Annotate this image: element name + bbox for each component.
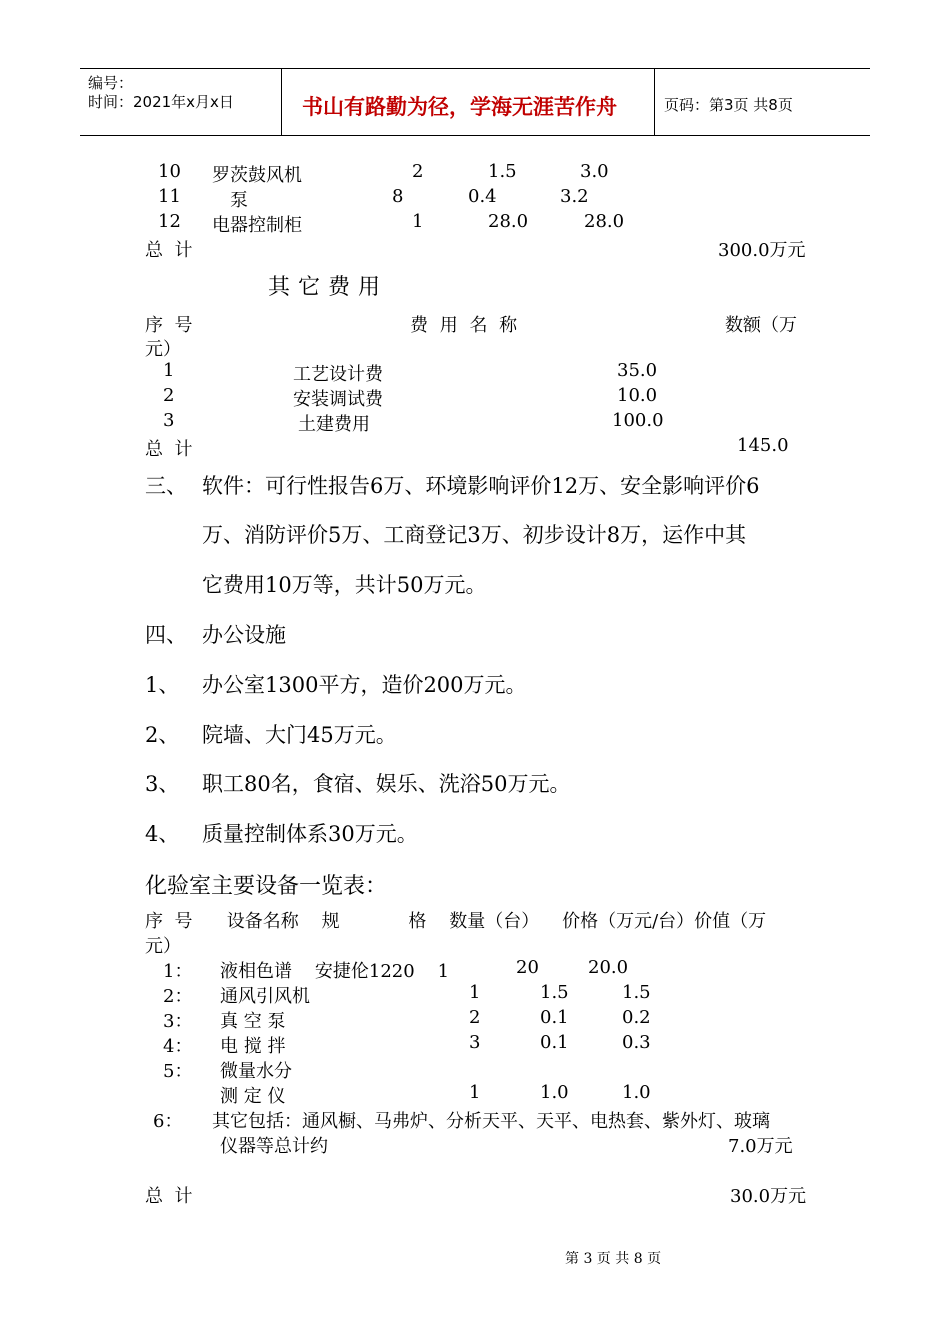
other-fees-col-amount: 数额（万 [725, 315, 797, 336]
header-top-border [80, 68, 870, 69]
lab-row-name-cont: 测 定 仪 [220, 1086, 286, 1107]
lab-row-name: 电 搅 拌 [220, 1036, 286, 1057]
section-3-line-1: 软件：可行性报告6万、环境影响评价12万、安全影响评价6 [202, 474, 760, 498]
lab-row-value: 1.5 [622, 982, 651, 1003]
lab-row-no: 4： [163, 1036, 193, 1057]
fee-row-no: 1 [163, 360, 175, 381]
lab-row-other-line-1: 其它包括：通风橱、马弗炉、分析天平、天平、电热套、紫外灯、玻璃 [212, 1111, 770, 1132]
fee-row-name: 土建费用 [298, 414, 370, 435]
lab-row-name: 微量水分 [220, 1061, 292, 1082]
equipment-total-value: 300.0万元 [718, 240, 806, 261]
section-4-number: 四、 [145, 623, 187, 647]
table-row-name: 电器控制柜 [212, 215, 302, 236]
table-row-no: 10 [158, 161, 181, 182]
lab-row-no: 1： [163, 961, 193, 982]
section-3-number: 三、 [145, 474, 187, 498]
lab-total-label: 总 计 [145, 1186, 193, 1207]
list-item: 院墙、大门45万元。 [202, 723, 397, 747]
equipment-total-label: 总 计 [145, 240, 193, 261]
lab-row-value: 1.0 [622, 1082, 651, 1103]
fee-row-name: 工艺设计费 [293, 364, 383, 385]
list-item: 办公室1300平方，造价200万元。 [202, 673, 527, 697]
section-4-title: 办公设施 [202, 623, 286, 647]
list-item-number: 4、 [145, 822, 180, 846]
lab-row-price: 1.5 [540, 982, 569, 1003]
lab-table-header: 序 号 设备名称 规 格 数量（台） 价格（万元/台）价值（万 [145, 911, 767, 932]
other-fees-total-label: 总 计 [145, 439, 193, 460]
list-item: 职工80名，食宿、娱乐、洗浴50万元。 [202, 772, 571, 796]
fee-row-name: 安装调试费 [293, 389, 383, 410]
lab-row-price: 0.1 [540, 1032, 569, 1053]
table-row-value: 28.0 [584, 211, 625, 232]
header-page-info: 页码：第3页 共8页 [664, 96, 793, 114]
other-fees-col-no: 序 号 [145, 315, 193, 336]
other-fees-total-value: 145.0 [737, 435, 789, 456]
table-row-name: 泵 [230, 190, 248, 211]
page-footer: 第 3 页 共 8 页 [565, 1251, 662, 1267]
lab-row-qty: 1 [469, 1082, 481, 1103]
header-bottom-border [80, 135, 870, 136]
other-fees-title: 其它费用 [268, 275, 389, 300]
lab-row-name: 液相色谱 安捷伦1220 1 [220, 961, 450, 982]
lab-table-header-cont: 元） [145, 936, 181, 957]
lab-row-value: 0.2 [622, 1007, 651, 1028]
section-3-line-3: 它费用10万等，共计50万元。 [202, 573, 487, 597]
fee-row-no: 2 [163, 385, 175, 406]
lab-row-qty: 1 [469, 982, 481, 1003]
lab-row-name: 真 空 泵 [220, 1011, 286, 1032]
lab-row-price: 1.0 [540, 1082, 569, 1103]
list-item-number: 3、 [145, 772, 180, 796]
lab-row-name: 通风引风机 [220, 986, 310, 1007]
document-number-label: 编号： [88, 74, 134, 92]
lab-row-no: 2： [163, 986, 193, 1007]
table-row-value: 3.0 [580, 161, 609, 182]
other-fees-col-name: 费 用 名 称 [410, 315, 521, 336]
list-item: 质量控制体系30万元。 [202, 822, 418, 846]
header-divider-left [281, 68, 282, 136]
lab-row-price: 20 [516, 957, 539, 978]
lab-row-qty: 3 [469, 1032, 481, 1053]
fee-row-amount: 35.0 [617, 360, 658, 381]
lab-row-no: 6： [153, 1111, 183, 1132]
table-row-price: 0.4 [468, 186, 497, 207]
lab-row-other-value: 7.0万元 [728, 1136, 793, 1157]
table-row-value: 3.2 [560, 186, 589, 207]
lab-row-value: 20.0 [588, 957, 629, 978]
other-fees-col-amount-cont: 元） [145, 339, 181, 360]
table-row-price: 28.0 [488, 211, 529, 232]
table-row-no: 12 [158, 211, 181, 232]
table-row-price: 1.5 [488, 161, 517, 182]
table-row-qty: 2 [412, 161, 424, 182]
table-row-name: 罗茨鼓风机 [212, 165, 302, 186]
list-item-number: 1、 [145, 673, 180, 697]
header-motto: 书山有路勤为径，学海无涯苦作舟 [302, 95, 617, 119]
table-row-qty: 8 [392, 186, 404, 207]
lab-row-no: 3： [163, 1011, 193, 1032]
table-row-no: 11 [158, 186, 181, 207]
lab-row-qty: 2 [469, 1007, 481, 1028]
table-row-qty: 1 [412, 211, 424, 232]
document-date: 时间：2021年x月x日 [88, 93, 234, 111]
lab-row-other-line-2: 仪器等总计约 [220, 1136, 328, 1157]
fee-row-amount: 10.0 [617, 385, 658, 406]
header-divider-right [654, 68, 655, 136]
lab-total-value: 30.0万元 [730, 1186, 807, 1207]
fee-row-no: 3 [163, 410, 175, 431]
lab-row-no: 5： [163, 1061, 193, 1082]
fee-row-amount: 100.0 [612, 410, 664, 431]
lab-equipment-title: 化验室主要设备一览表： [145, 874, 388, 899]
lab-row-value: 0.3 [622, 1032, 651, 1053]
list-item-number: 2、 [145, 723, 180, 747]
section-3-line-2: 万、消防评价5万、工商登记3万、初步设计8万，运作中其 [202, 523, 747, 547]
lab-row-price: 0.1 [540, 1007, 569, 1028]
